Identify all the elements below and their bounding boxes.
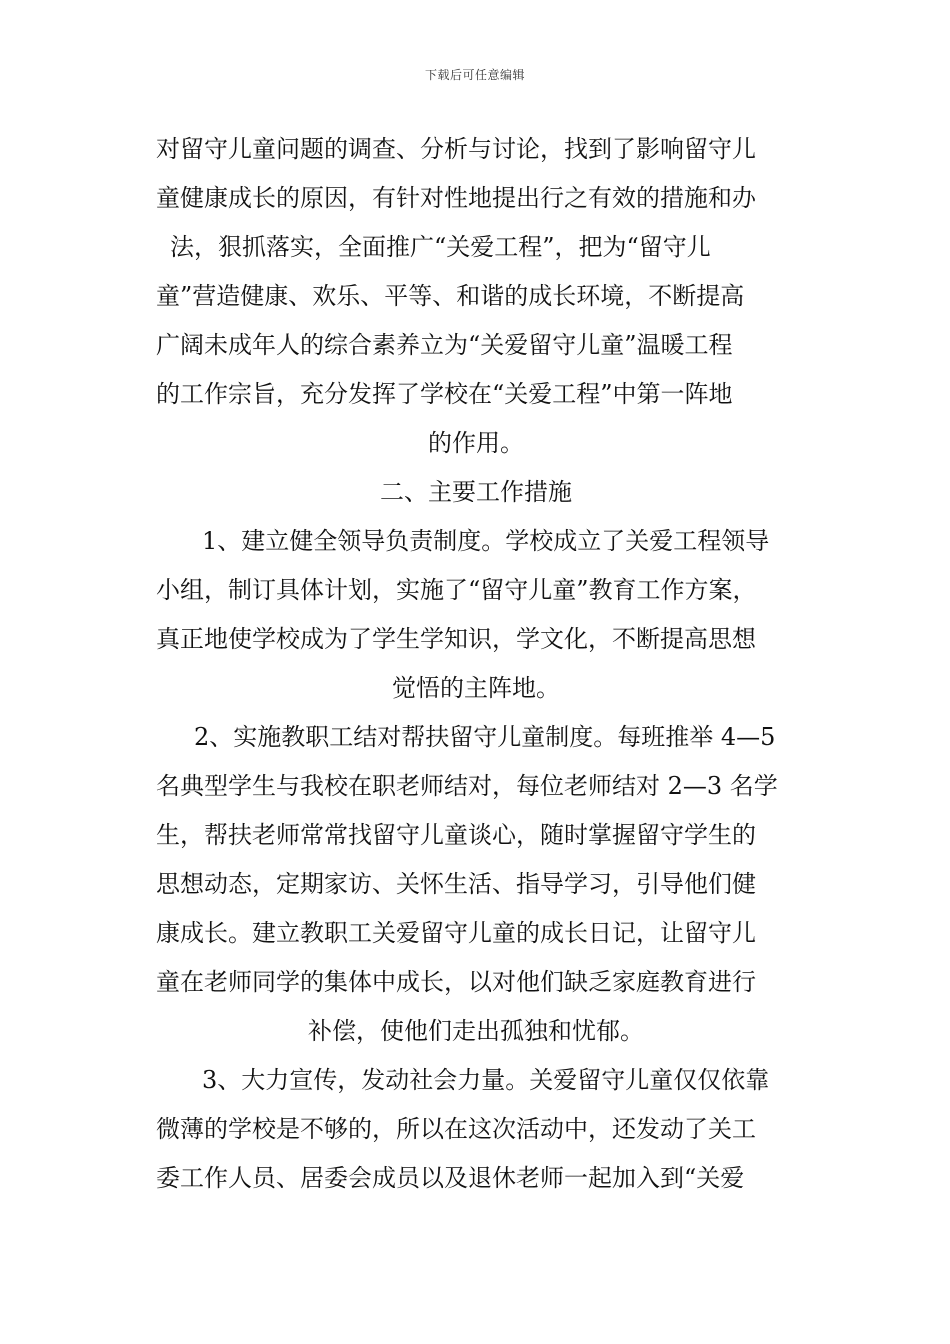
text-line: 童健康成长的原因，有针对性地提出行之有效的措施和办	[156, 184, 756, 212]
text-line: 思想动态，定期家访、关怀生活、指导学习，引导他们健	[156, 870, 756, 898]
text-line: 对留守儿童问题的调查、分析与讨论，找到了影响留守儿	[156, 135, 756, 163]
text-line: 童”营造健康、欢乐、平等、和谐的成长环境，不断提高	[156, 282, 745, 310]
text-line: 童在老师同学的集体中成长，以对他们缺乏家庭教育进行	[156, 968, 756, 996]
text-line: 康成长。建立教职工关爱留守儿童的成长日记，让留守儿	[156, 919, 756, 947]
text-line: 2、实施教职工结对帮扶留守儿童制度。每班推举 4—5	[194, 723, 776, 751]
document-body	[156, 125, 796, 1203]
text-line: 真正地使学校成为了学生学知识，学文化，不断提高思想	[156, 625, 756, 653]
text-line: 1、建立健全领导负责制度。学校成立了关爱工程领导	[202, 527, 770, 555]
text-line: 委工作人员、居委会成员以及退休老师一起加入到“关爱	[156, 1164, 745, 1192]
text-line: 法，狠抓落实，全面推广“关爱工程”，把为“留守儿	[170, 233, 711, 261]
text-line: 微薄的学校是不够的，所以在这次活动中，还发动了关工	[156, 1115, 756, 1143]
text-line: 3、大力宣传，发动社会力量。关爱留守儿童仅仅依靠	[202, 1066, 770, 1094]
text-line: 生，帮扶老师常常找留守儿童谈心，随时掌握留守学生的	[156, 821, 756, 849]
text-line: 的工作宗旨，充分发挥了学校在“关爱工程”中第一阵地	[156, 380, 733, 408]
page-header-note: 下载后可任意编辑	[424, 68, 525, 82]
section-heading: 二、主要工作措施	[380, 478, 572, 506]
text-line: 补偿，使他们走出孤独和忧郁。	[308, 1017, 644, 1045]
text-line: 广阔未成年人的综合素养立为“关爱留守儿童”温暖工程	[156, 331, 733, 359]
text-line: 小组，制订具体计划，实施了“留守儿童”教育工作方案，	[156, 576, 757, 604]
text-line: 觉悟的主阵地。	[392, 674, 560, 702]
text-line: 名典型学生与我校在职老师结对，每位老师结对 2—3 名学	[156, 772, 778, 800]
text-line: 的作用。	[428, 429, 524, 457]
